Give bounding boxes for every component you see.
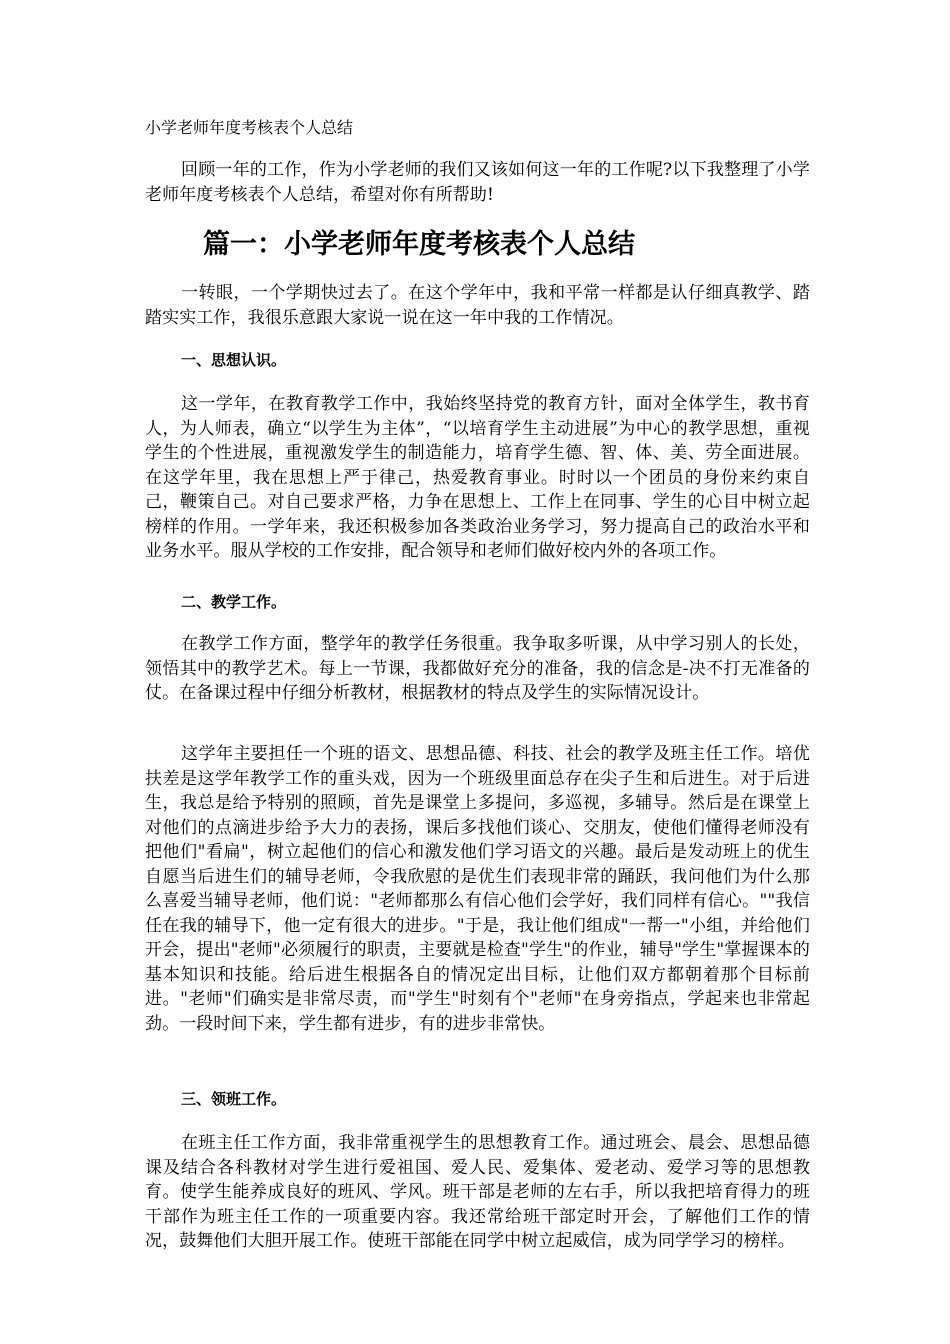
section-heading-class: 三、领班工作。 bbox=[181, 1090, 287, 1108]
section-teaching-paragraph-1: 在教学工作方面，整学年的教学任务很重。我争取多听课，从中学习别人的长处，领悟其中的教学艺术。每上一节课，我都做好充分的准备，我的信念是-决不打无准备的仗。在备课过程中仔细分析教材，根据教材的特点及学生的实际情况设计。 bbox=[145, 634, 810, 703]
section-heading-thought: 一、思想认识。 bbox=[181, 351, 287, 369]
opening-paragraph: 一转眼，一个学期快过去了。在这个学年中，我和平常一样都是认仔细真教学、踏踏实实工作，我很乐意跟大家说一说在这一年中我的工作情况。 bbox=[145, 283, 810, 328]
document-title: 小学老师年度考核表个人总结 bbox=[145, 118, 354, 137]
chapter-heading: 篇一：小学老师年度考核表个人总结 bbox=[203, 229, 635, 260]
section-heading-teaching: 二、教学工作。 bbox=[181, 593, 287, 611]
section-class-paragraph: 在班主任工作方面，我非常重视学生的思想教育工作。通过班会、晨会、思想品德课及结合各科教材对学生进行爱祖国、爱人民、爱集体、爱老动、爱学习等的思想教育。使学生能养成良好的班风、学风。班干部是老师的左右手，所以我把培育得力的班干部作为班主任工作的一项重要内容。我还常给班干部定时开会，了解他们工作的情况，鼓舞他们大胆开展工作。使班干部能在同学中树立起威信，成为同学学习的榜样。 bbox=[145, 1133, 810, 1251]
intro-paragraph: 回顾一年的工作，作为小学老师的我们又该如何这一年的工作呢?以下我整理了小学老师年度考核表个人总结，希望对你有所帮助! bbox=[145, 160, 810, 205]
section-thought-paragraph: 这一学年，在教育教学工作中，我始终坚持党的教育方针，面对全体学生，教书育人，为人师表，确立“以学生为主体”，“以培育学生主动进展”为中心的教学思想，重视学生的个性进展，重视激发学生的制造能力，培育学生德、智、体、美、劳全面进展。在这学年里，我在思想上严于律己，热爱教育事业。时时以一个团员的身份来约束自己，鞭策自己。对自己要求严格，力争在思想上、工作上在同事、学生的心目中树立起榜样的作用。一学年来，我还积极参加各类政治业务学习，努力提高自己的政治水平和业务水平。服从学校的工作安排，配合领导和老师们做好校内外的各项工作。 bbox=[145, 394, 810, 561]
section-teaching-paragraph-2: 这学年主要担任一个班的语文、思想品德、科技、社会的教学及班主任工作。培优扶差是这学年教学工作的重头戏，因为一个班级里面总存在尖子生和后进生。对于后进生，我总是给予特别的照顾，首先是课堂上多提问，多巡视，多辅导。然后是在课堂上对他们的点滴进步给予大力的表扬，课后多找他们谈心、交朋友，使他们懂得老师没有把他们"看扁"，树立起他们的信心和激发他们学习语文的兴趣。最后是发动班上的优生自愿当后进生们的辅导老师，令我欣慰的是优生们表现非常的踊跃，我问他们为什么那么喜爱当辅导老师，他们说："老师都那么有信心他们会学好，我们同样有信心。""我信任在我的辅导下，他一定有很大的进步。"于是，我让他们组成"一帮一"小组，并给他们开会，提出"老师"必须履行的职责，主要就是检查"学生"的作业，辅导"学生"掌握课本的基本知识和技能。给后进生根据各自的情况定出目标，让他们双方都朝着那个目标前进。"老师"们确实是非常尽责，而"学生"时刻有个"老师"在身旁指点，学起来也非常起劲。一段时间下来，学生都有进步，有的进步非常快。 bbox=[145, 744, 810, 1034]
